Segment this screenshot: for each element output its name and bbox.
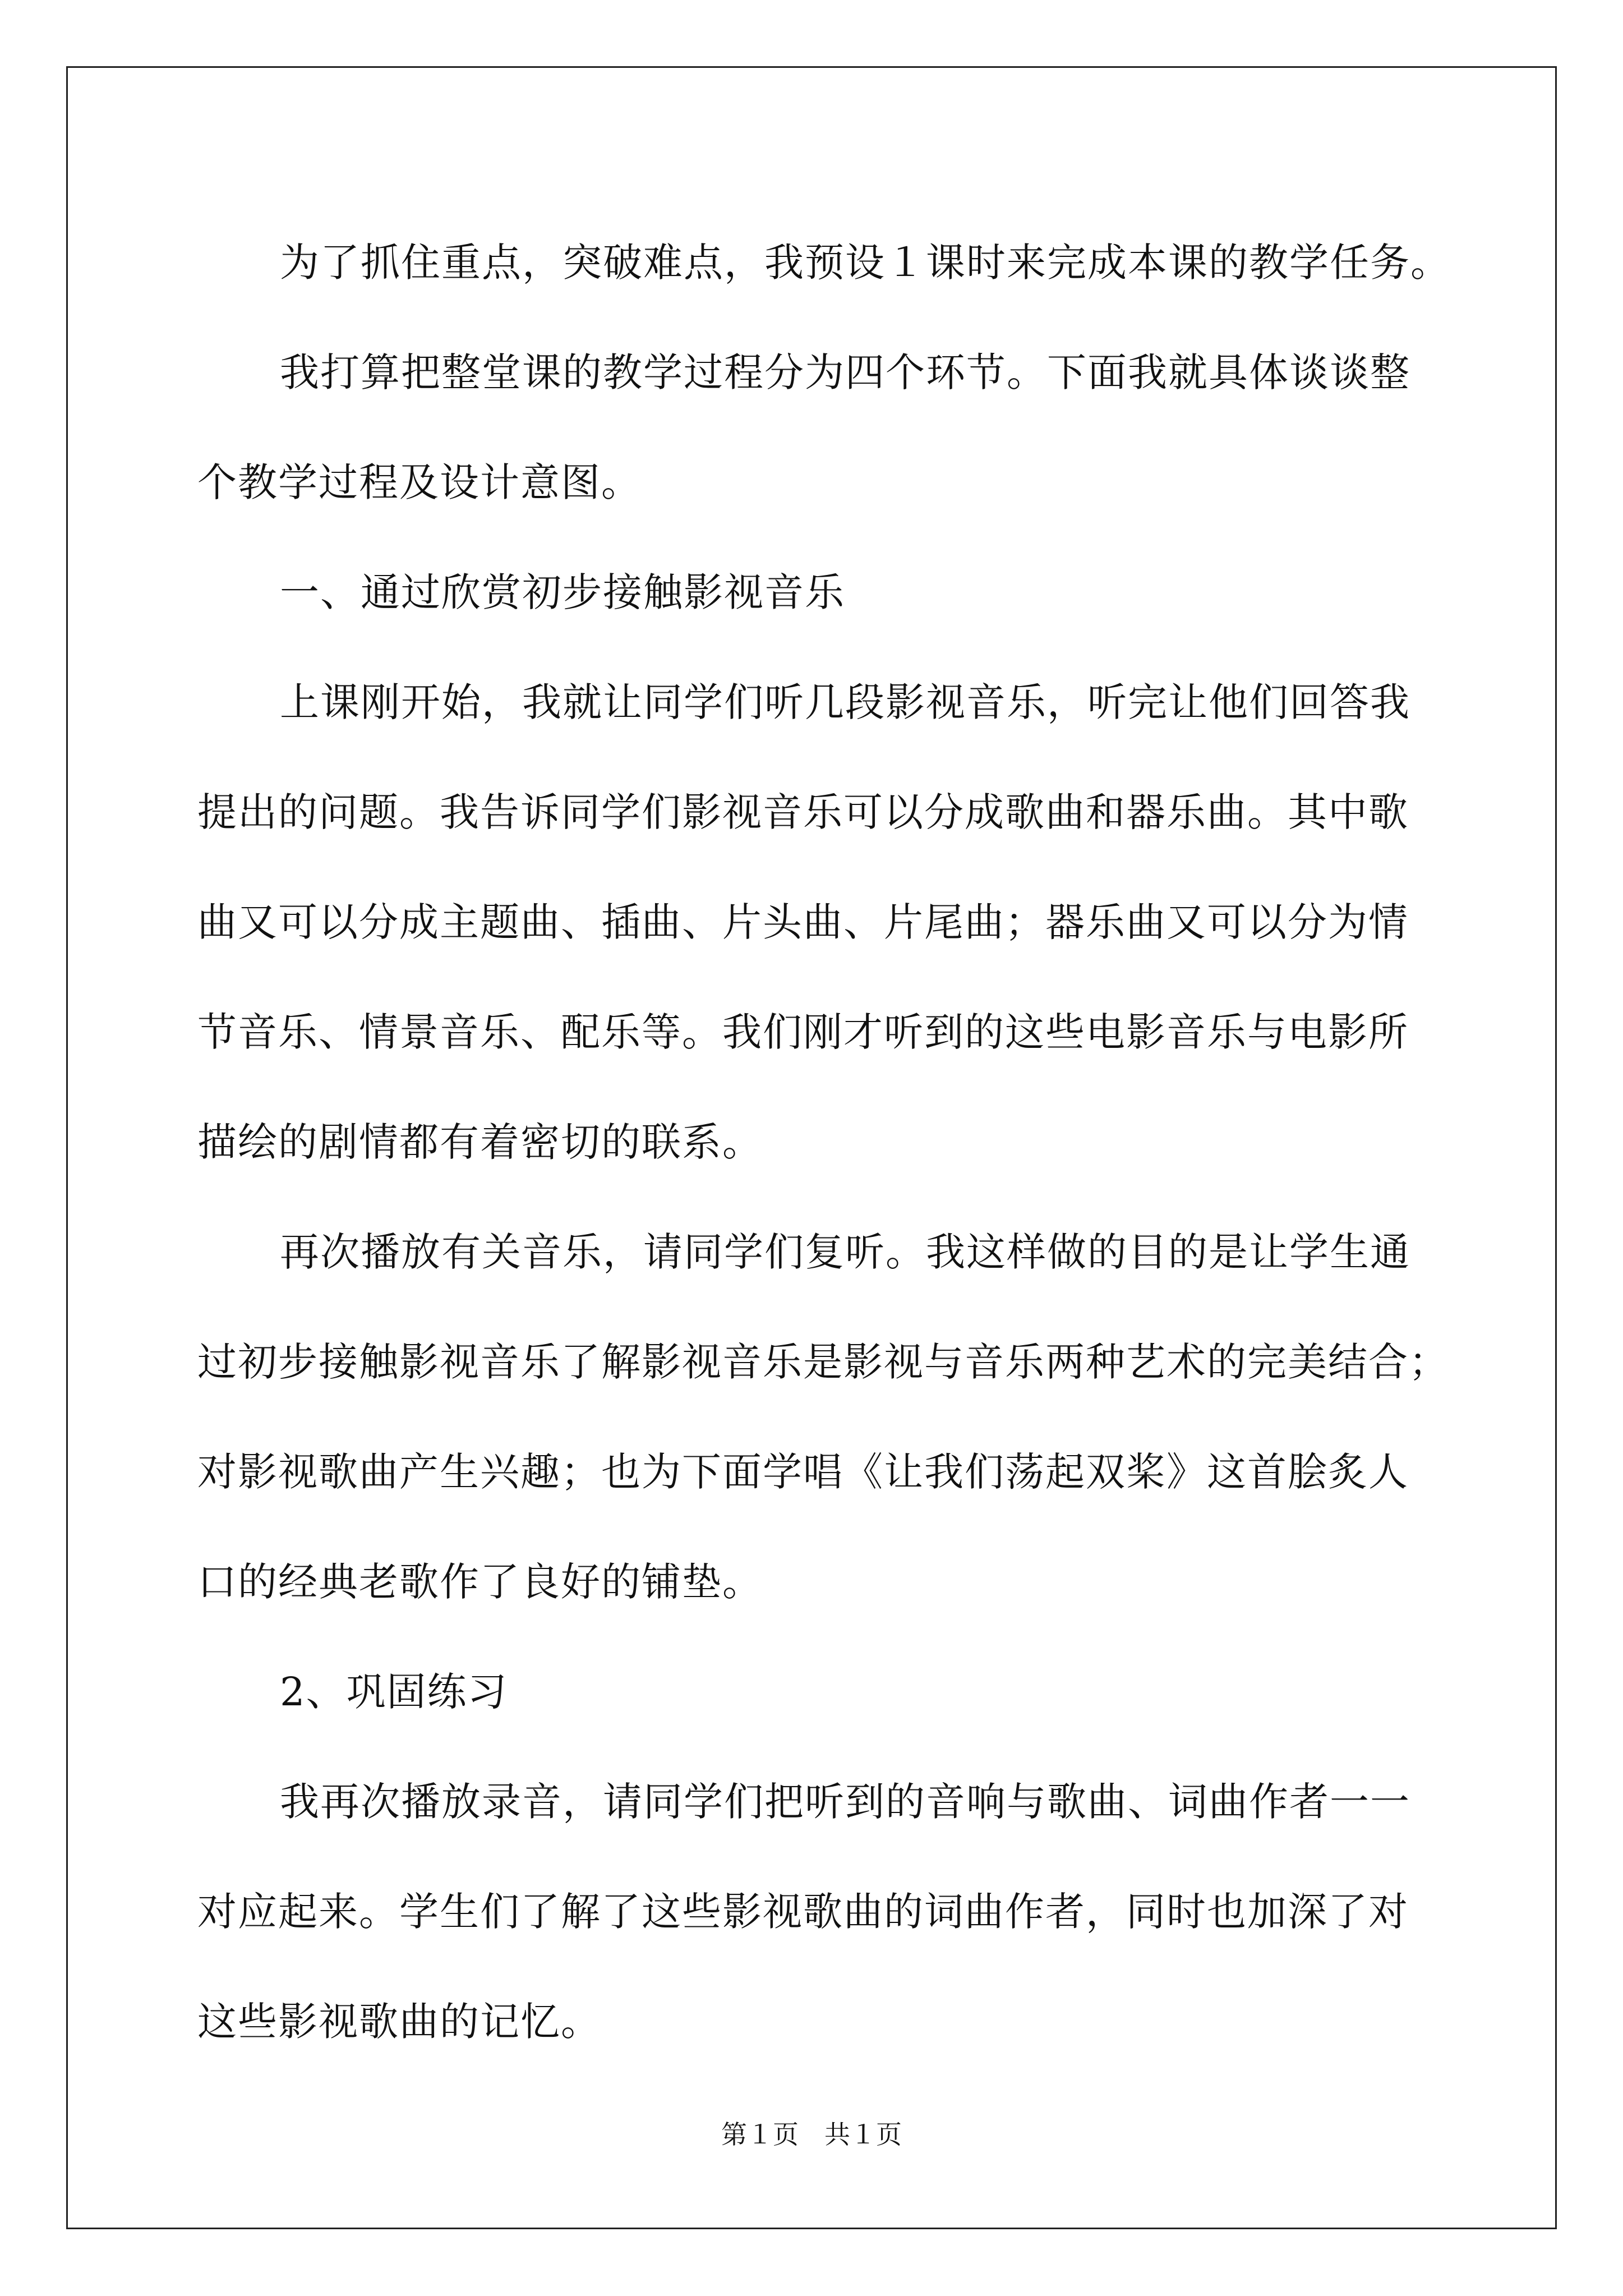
paragraph-line: 对影视歌曲产生兴趣；也为下面学唱《让我们荡起双桨》这首脍炙人: [197, 1449, 1409, 1495]
page-number-footer: 第１页 共１页: [721, 2119, 902, 2150]
paragraph-line: 为了抓住重点，突破难点，我预设１课时来完成本课的教学任务。: [280, 240, 1451, 286]
paragraph-line: 描绘的剧情都有着密切的联系。: [197, 1119, 763, 1165]
paragraph-line: 这些影视歌曲的记忆。: [197, 1999, 601, 2045]
paragraph-line: 上课刚开始，我就让同学们听几段影视音乐，听完让他们回答我: [280, 679, 1410, 725]
paragraph-line: 曲又可以分成主题曲、插曲、片头曲、片尾曲；器乐曲又可以分为情: [197, 899, 1409, 945]
paragraph-line: 过初步接触影视音乐了解影视音乐是影视与音乐两种艺术的完美结合；: [197, 1339, 1449, 1385]
paragraph-line: 我打算把整堂课的教学过程分为四个环节。下面我就具体谈谈整: [280, 349, 1410, 395]
section-heading: 2、巩固练习: [280, 1669, 508, 1715]
paragraph-line: 口的经典老歌作了良好的铺垫。: [197, 1559, 763, 1605]
paragraph-line: 我再次播放录音，请同学们把听到的音响与歌曲、词曲作者一一: [280, 1779, 1410, 1825]
paragraph-line: 对应起来。学生们了解了这些影视歌曲的词曲作者，同时也加深了对: [197, 1889, 1409, 1935]
paragraph-line: 提出的问题。我告诉同学们影视音乐可以分成歌曲和器乐曲。其中歌: [197, 789, 1409, 835]
paragraph-line: 再次播放有关音乐，请同学们复听。我这样做的目的是让学生通: [280, 1229, 1410, 1275]
document-body: [197, 208, 1451, 2077]
section-heading: 一、通过欣赏初步接触影视音乐: [280, 569, 845, 615]
paragraph-line: 个教学过程及设计意图。: [197, 459, 642, 505]
paragraph-line: 节音乐、情景音乐、配乐等。我们刚才听到的这些电影音乐与电影所: [197, 1009, 1409, 1055]
